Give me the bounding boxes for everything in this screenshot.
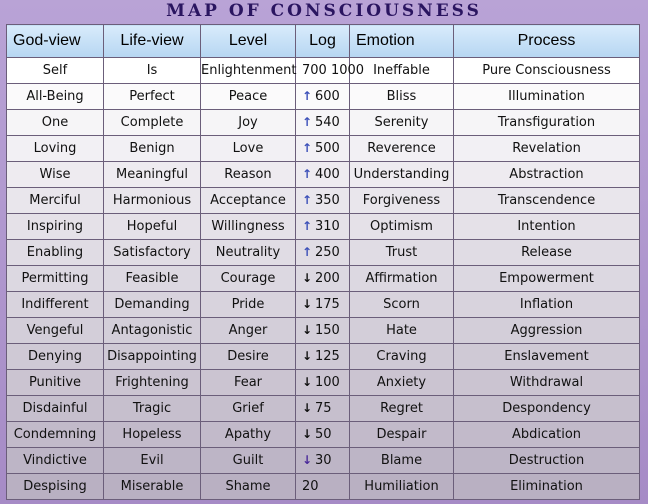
cell-level: Apathy <box>201 422 296 448</box>
cell-god-view: One <box>7 110 104 136</box>
table-row <box>7 474 640 500</box>
arrow-down-icon: ↓ <box>302 349 313 363</box>
cell-emotion: Forgiveness <box>350 188 454 214</box>
cell-log <box>296 110 350 136</box>
cell-emotion: Scorn <box>350 292 454 318</box>
log-value: 540 <box>315 115 340 130</box>
log-value: 50 <box>315 427 332 442</box>
log-value: 125 <box>315 349 340 364</box>
cell-emotion: Regret <box>350 396 454 422</box>
cell-emotion: Craving <box>350 344 454 370</box>
table-body <box>7 58 640 500</box>
log-value: 350 <box>315 193 340 208</box>
cell-life-view: Tragic <box>104 396 201 422</box>
cell-log <box>296 370 350 396</box>
cell-process: Despondency <box>454 396 640 422</box>
cell-log <box>296 318 350 344</box>
arrow-down-icon: ↓ <box>302 453 313 467</box>
cell-emotion: Humiliation <box>350 474 454 500</box>
cell-process: Illumination <box>454 84 640 110</box>
cell-life-view: Harmonious <box>104 188 201 214</box>
header-process: Process <box>454 25 640 58</box>
cell-process: Transcendence <box>454 188 640 214</box>
table-row <box>7 84 640 110</box>
cell-god-view: Vindictive <box>7 448 104 474</box>
cell-level: Fear <box>201 370 296 396</box>
cell-life-view: Frightening <box>104 370 201 396</box>
arrow-down-icon: ↓ <box>302 297 313 311</box>
table-row <box>7 370 640 396</box>
table-row <box>7 110 640 136</box>
cell-log <box>296 448 350 474</box>
cell-god-view: Permitting <box>7 266 104 292</box>
log-value: 600 <box>315 89 340 104</box>
header-god-view: God-view <box>7 25 104 58</box>
table-row <box>7 136 640 162</box>
cell-emotion: Hate <box>350 318 454 344</box>
cell-god-view: Enabling <box>7 240 104 266</box>
header-emotion: Emotion <box>350 25 454 58</box>
arrow-down-icon: ↓ <box>302 401 313 415</box>
log-value: 700 1000 <box>302 63 365 78</box>
arrow-down-icon: ↓ <box>302 271 313 285</box>
cell-log <box>296 84 350 110</box>
cell-god-view: Indifferent <box>7 292 104 318</box>
table-row <box>7 58 640 84</box>
cell-life-view: Benign <box>104 136 201 162</box>
cell-level: Joy <box>201 110 296 136</box>
cell-level: Guilt <box>201 448 296 474</box>
cell-emotion: Bliss <box>350 84 454 110</box>
log-value: 310 <box>315 219 340 234</box>
cell-log <box>296 58 365 84</box>
table-row <box>7 292 640 318</box>
cell-log <box>296 162 350 188</box>
cell-log <box>296 474 350 500</box>
cell-god-view: Inspiring <box>7 214 104 240</box>
cell-process: Elimination <box>454 474 640 500</box>
cell-process: Pure Consciousness <box>454 58 640 84</box>
consciousness-table <box>6 24 640 500</box>
cell-emotion: Ineffable <box>350 58 454 84</box>
table-row <box>7 188 640 214</box>
cell-life-view: Evil <box>104 448 201 474</box>
cell-god-view: Despising <box>7 474 104 500</box>
cell-log <box>296 344 350 370</box>
table-row <box>7 344 640 370</box>
cell-level: Acceptance <box>201 188 296 214</box>
cell-god-view: Condemning <box>7 422 104 448</box>
cell-god-view: Punitive <box>7 370 104 396</box>
cell-emotion: Anxiety <box>350 370 454 396</box>
log-value: 500 <box>315 141 340 156</box>
log-value: 400 <box>315 167 340 182</box>
cell-god-view: Denying <box>7 344 104 370</box>
cell-log <box>296 266 350 292</box>
arrow-down-icon: ↓ <box>302 323 313 337</box>
cell-log <box>296 396 350 422</box>
cell-life-view: Antagonistic <box>104 318 201 344</box>
table-row <box>7 214 640 240</box>
cell-emotion: Trust <box>350 240 454 266</box>
cell-process: Aggression <box>454 318 640 344</box>
cell-life-view: Demanding <box>104 292 201 318</box>
cell-emotion: Blame <box>350 448 454 474</box>
cell-level: Peace <box>201 84 296 110</box>
cell-level: Reason <box>201 162 296 188</box>
arrow-up-icon: ↑ <box>302 245 313 259</box>
cell-god-view: Vengeful <box>7 318 104 344</box>
header-log: Log <box>296 25 350 58</box>
cell-level: Shame <box>201 474 296 500</box>
cell-log <box>296 188 350 214</box>
cell-god-view: Merciful <box>7 188 104 214</box>
cell-level: Pride <box>201 292 296 318</box>
cell-level: Anger <box>201 318 296 344</box>
cell-life-view: Is <box>104 58 201 84</box>
cell-god-view: All-Being <box>7 84 104 110</box>
arrow-down-icon: ↓ <box>302 375 313 389</box>
arrow-up-icon: ↑ <box>302 167 313 181</box>
table-row <box>7 240 640 266</box>
cell-log <box>296 422 350 448</box>
header-life-view: Life-view <box>104 25 201 58</box>
cell-god-view: Loving <box>7 136 104 162</box>
table-row <box>7 318 640 344</box>
log-value: 150 <box>315 323 340 338</box>
page-title: MAP OF CONSCIOUSNESS <box>166 1 482 21</box>
cell-process: Inflation <box>454 292 640 318</box>
cell-log <box>296 240 350 266</box>
cell-god-view: Wise <box>7 162 104 188</box>
cell-emotion: Serenity <box>350 110 454 136</box>
cell-log <box>296 214 350 240</box>
cell-life-view: Hopeless <box>104 422 201 448</box>
cell-level: Desire <box>201 344 296 370</box>
table-row <box>7 422 640 448</box>
cell-emotion: Affirmation <box>350 266 454 292</box>
cell-process: Revelation <box>454 136 640 162</box>
cell-life-view: Satisfactory <box>104 240 201 266</box>
log-value: 250 <box>315 245 340 260</box>
arrow-up-icon: ↑ <box>302 115 313 129</box>
cell-life-view: Disappointing <box>104 344 201 370</box>
cell-life-view: Miserable <box>104 474 201 500</box>
header-row <box>7 25 640 58</box>
cell-life-view: Hopeful <box>104 214 201 240</box>
cell-god-view: Self <box>7 58 104 84</box>
arrow-up-icon: ↑ <box>302 219 313 233</box>
cell-god-view: Disdainful <box>7 396 104 422</box>
cell-level: Grief <box>201 396 296 422</box>
cell-emotion: Understanding <box>350 162 454 188</box>
cell-process: Abdication <box>454 422 640 448</box>
arrow-up-icon: ↑ <box>302 193 313 207</box>
arrow-down-icon: ↓ <box>302 427 313 441</box>
cell-emotion: Despair <box>350 422 454 448</box>
log-value: 175 <box>315 297 340 312</box>
log-value: 75 <box>315 401 332 416</box>
cell-level: Courage <box>201 266 296 292</box>
arrow-up-icon: ↑ <box>302 89 313 103</box>
cell-process: Release <box>454 240 640 266</box>
log-value: 30 <box>315 453 332 468</box>
arrow-up-icon: ↑ <box>302 141 313 155</box>
log-value: 100 <box>315 375 340 390</box>
cell-log <box>296 136 350 162</box>
table-row <box>7 266 640 292</box>
cell-life-view: Feasible <box>104 266 201 292</box>
cell-life-view: Perfect <box>104 84 201 110</box>
cell-emotion: Reverence <box>350 136 454 162</box>
cell-process: Intention <box>454 214 640 240</box>
header-level: Level <box>201 25 296 58</box>
cell-process: Empowerment <box>454 266 640 292</box>
cell-emotion: Optimism <box>350 214 454 240</box>
log-value: 200 <box>315 271 340 286</box>
table-row <box>7 162 640 188</box>
cell-life-view: Complete <box>104 110 201 136</box>
cell-process: Withdrawal <box>454 370 640 396</box>
table-row <box>7 396 640 422</box>
cell-life-view: Meaningful <box>104 162 201 188</box>
cell-process: Enslavement <box>454 344 640 370</box>
cell-level: Love <box>201 136 296 162</box>
cell-log <box>296 292 350 318</box>
cell-process: Abstraction <box>454 162 640 188</box>
table-row <box>7 448 640 474</box>
cell-level: Willingness <box>201 214 296 240</box>
cell-level: Enlightenment <box>201 58 296 84</box>
cell-process: Destruction <box>454 448 640 474</box>
log-value: 20 <box>302 479 319 494</box>
cell-level: Neutrality <box>201 240 296 266</box>
cell-process: Transfiguration <box>454 110 640 136</box>
